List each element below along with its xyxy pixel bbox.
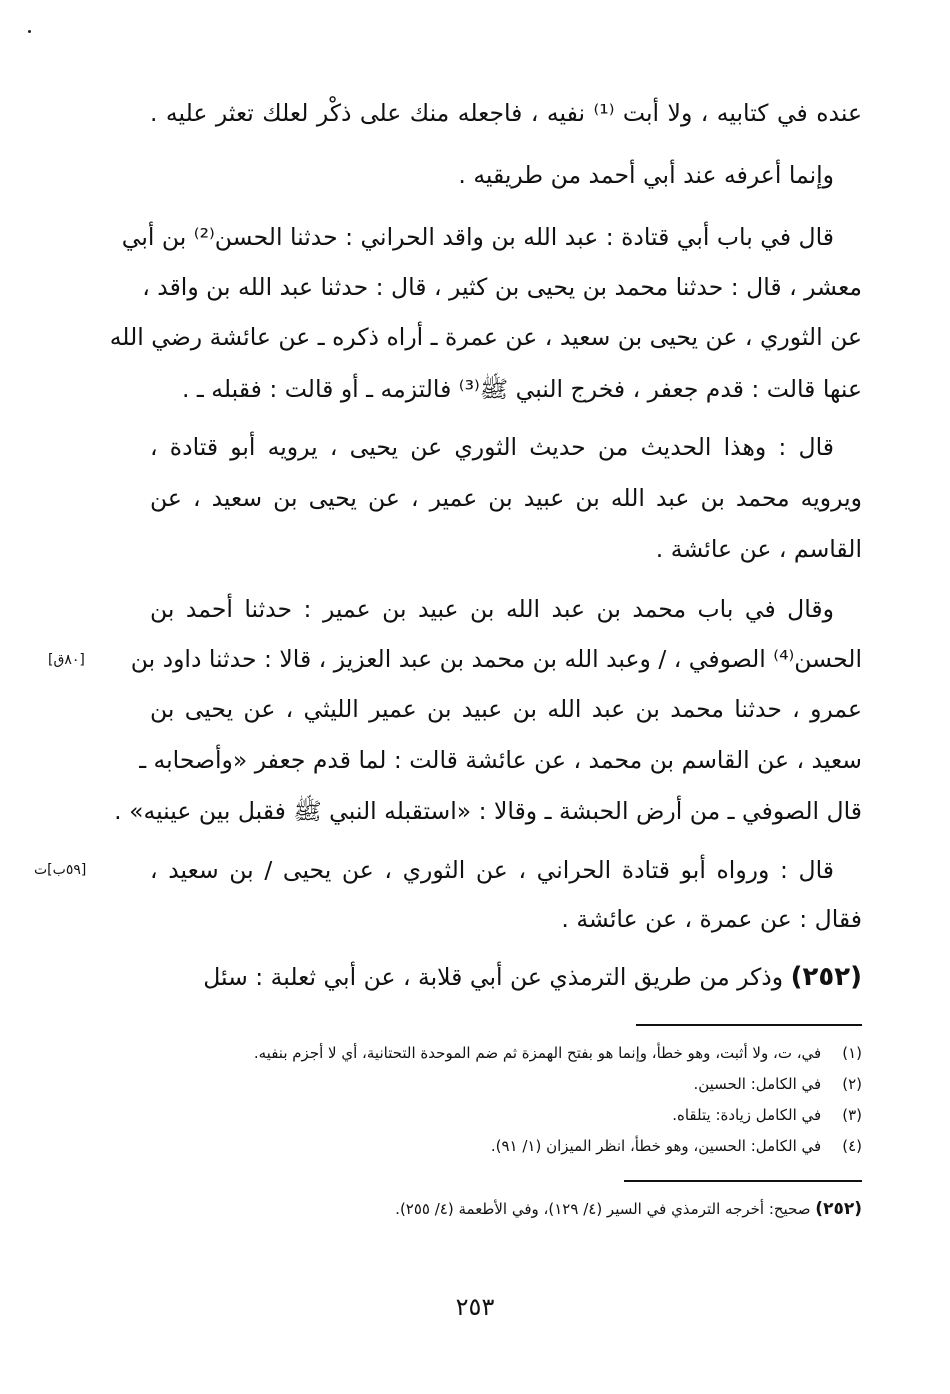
hadith-number: (٢٥٢) [790, 962, 862, 992]
footnote-number: (٤) [842, 1137, 862, 1155]
takhrij-number: (٢٥٢) [815, 1199, 862, 1219]
body-line-16: فقال : عن عمرة ، عن عائشة . [561, 905, 862, 933]
body-line-2: وإنما أعرفه عند أبي أحمد من طريقيه . [458, 161, 834, 189]
footnote-2 [180, 1073, 862, 1095]
body-line-13: سعيد ، عن القاسم بن محمد ، عن عائشة قالت : لما قدم جعفر «وأصحابه ـ [139, 746, 862, 774]
body-line-11: الحسن⁽⁴⁾ الصوفي ، / وعبد الله بن محمد بن عبد العزيز ، قالا : حدثنا داود بن [130, 645, 862, 673]
takhrij-text: صحيح: أخرجه الترمذي في السير (٤/ ١٢٩)، وفي الأطعمة (٤/ ٢٥٥). [395, 1200, 811, 1218]
body-line-12: عمرو ، حدثنا محمد بن عبد الله بن عبيد بن عمير الليثي ، عن يحيى بن [150, 695, 862, 723]
body-line-8: ويرويه محمد بن عبد الله بن عبيد بن عمير ، عن يحيى بن سعيد ، عن [150, 484, 862, 512]
scan-speck [28, 30, 31, 33]
body-line-4: معشر ، قال : حدثنا محمد بن يحيى بن كثير ، قال : حدثنا عبد الله بن واقد ، [142, 273, 862, 301]
margin-note-80q: [٨٠ق] [48, 652, 85, 668]
footnote-number: (٢) [842, 1075, 862, 1093]
body-line-15: قال : ورواه أبو قتادة الحراني ، عن الثوري ، عن يحيى / بن سعيد ، [150, 856, 834, 884]
body-line-10: وقال في باب محمد بن عبد الله بن عبيد بن عمير : حدثنا أحمد بن [150, 595, 834, 623]
footnote-number: (٣) [842, 1106, 862, 1124]
hadith-text: وذكر من طريق الترمذي عن أبي قلابة ، عن أبي ثعلبة : سئل [203, 963, 784, 991]
body-line-6: عنها قالت : قدم جعفر ، فخرج النبي ﷺ⁽³⁾ فالتزمه ـ أو قالت : فقبله ـ . [181, 375, 862, 403]
margin-note-59b: [٥٩ب]ت [34, 862, 87, 878]
body-line-3: قال في باب أبي قتادة : عبد الله بن واقد الحراني : حدثنا الحسن⁽²⁾ بن أبي [121, 223, 834, 251]
body-line-1: عنده في كتابيه ، ولا أبت ⁽¹⁾ نفيه ، فاجعله منك على ذكْر لعلك تعثر عليه . [150, 99, 862, 127]
footnote-3 [180, 1104, 862, 1126]
body-line-5: عن الثوري ، عن يحيى بن سعيد ، عن عمرة ـ أراه ذكره ـ عن عائشة رضي الله [109, 323, 862, 351]
footnote-text: في الكامل: الحسين، وهو خطأ، انظر الميزان (١/ ٩١). [490, 1137, 822, 1155]
body-line-14: قال الصوفي ـ من أرض الحبشة ـ وقالا : «استقبله النبي ﷺ فقبل بين عينيه» . [114, 797, 862, 825]
page-number: ٢٥٣ [455, 1293, 495, 1321]
footnote-text: في الكامل زيادة: يتلقاه. [672, 1106, 822, 1124]
takhrij-separator [624, 1180, 862, 1182]
footnote-separator [636, 1024, 862, 1026]
body-line-7: قال : وهذا الحديث من حديث الثوري عن يحيى ، يرويه أبو قتادة ، [150, 433, 834, 461]
hadith-252-line [150, 960, 862, 996]
footnote-number: (١) [842, 1044, 862, 1062]
body-line-9: القاسم ، عن عائشة . [655, 535, 862, 563]
takhrij-note [180, 1198, 862, 1220]
footnote-4 [180, 1135, 862, 1157]
footnote-1 [180, 1042, 862, 1064]
footnote-text: في، ت، ولا أثبت، وهو خطأ، وإنما هو بفتح الهمزة ثم ضم الموحدة التحتانية، أي لا أجزم بنفيه. [253, 1044, 822, 1062]
footnote-text: في الكامل: الحسين. [693, 1075, 822, 1093]
